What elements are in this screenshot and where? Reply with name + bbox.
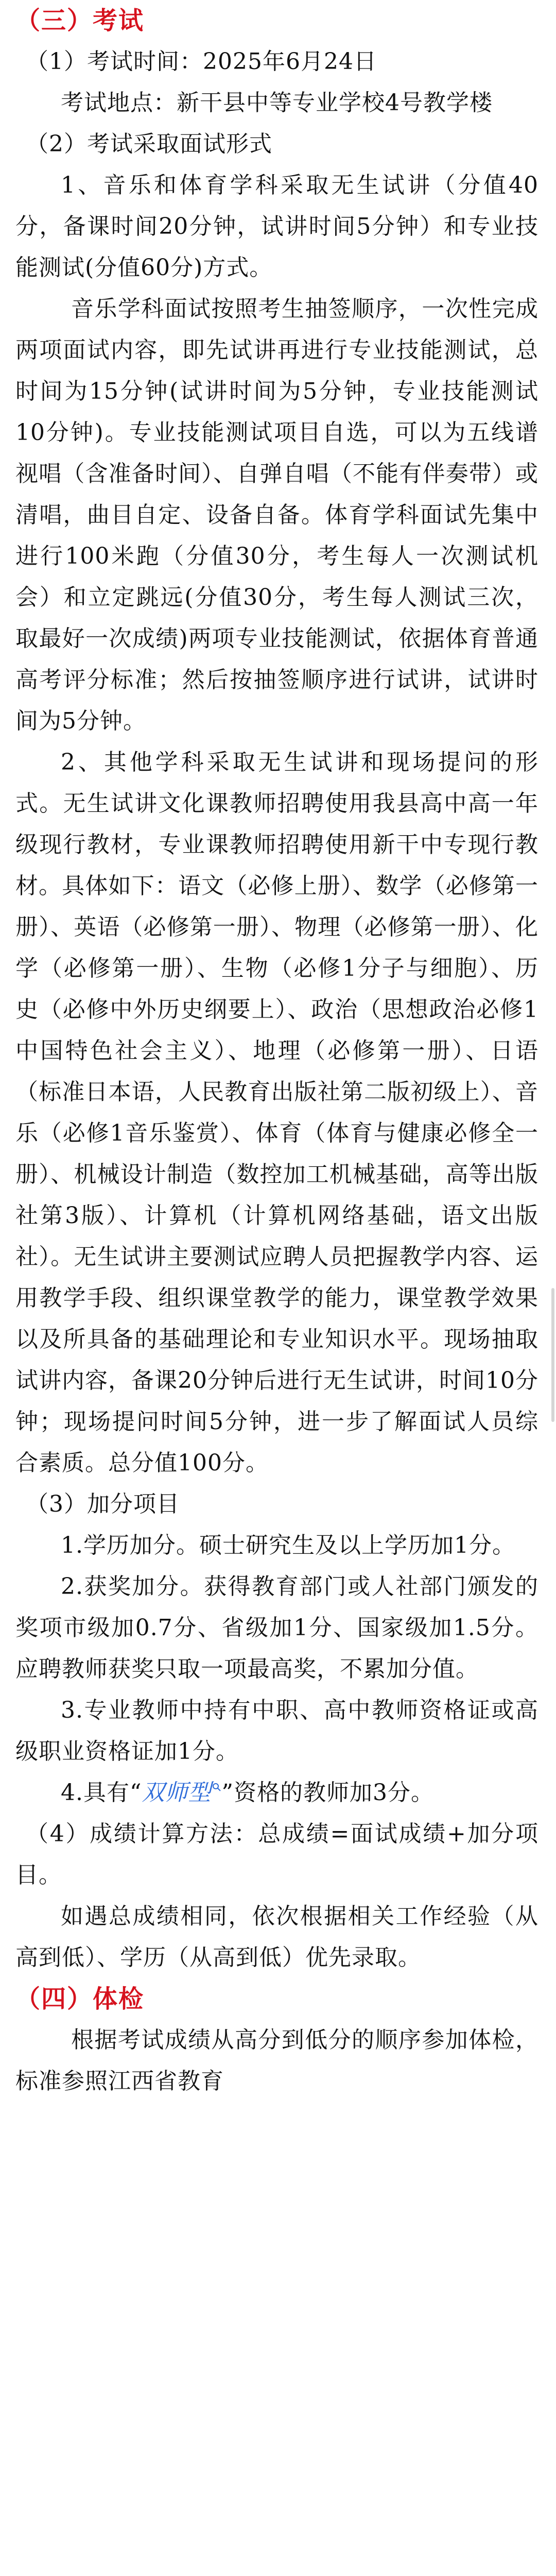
bonus-award: 2.获奖加分。获得教育部门或人社部门颁发的奖项市级加0.7分、省级加1分、国家级加1.5分。应聘教师获奖只取一项最高奖，不累加分值。	[15, 1573, 538, 1682]
section-4-heading	[15, 1978, 538, 2020]
dual-teacher-link[interactable]: 双师型	[142, 1780, 212, 1806]
section-3-heading	[15, 0, 538, 41]
exam-form-title: （2）考试采取面试形式	[26, 131, 272, 157]
section-4-title: （四）体检	[15, 1985, 145, 2013]
other-subjects-rule: 2、其他学科采取无生试讲和现场提问的形式。无生试讲文化课教师招聘使用我县高中高一年级现行教材，专业课教师招聘使用新干中专现行教材。具体如下：语文（必修上册）、数学（必修第一册）、英语（必修第一册）、物理（必修第一册）、化学（必修第一册）、生物（必修1分子与细胞）、历史（必修中外历史纲要上）、政治（思想政治必修1中国特色社会主义）、地理（必修第一册）、日语（标准日本语，人民教育出版社第二版初级上）、音乐（必修1音乐鉴赏）、体育（体育与健康必修全一册）、机械设计制造（数控加工机械基础，高等出版社第3版）、计算机（计算机网络基础，语文出版社）。无生试讲主要测试应聘人员把握教学内容、运用教学手段、组织课堂教学的能力，课堂教学效果以及所具备的基础理论和专业知识水平。现场抽取试讲内容，备课20分钟后进行无生试讲，时间10分钟；现场提问时间5分钟，进一步了解面试人员综合素质。总分值100分。	[15, 749, 538, 1476]
bonus-education: 1.学历加分。硕士研究生及以上学历加1分。	[61, 1532, 515, 1558]
bonus-dual-prefix: 4.具有“	[61, 1780, 142, 1806]
scrollbar[interactable]	[551, 1288, 554, 1422]
music-pe-rule: 1、音乐和体育学科采取无生试讲（分值40分，备课时间20分钟，试讲时间5分钟）和专业技能测试(分值60分)方式。	[15, 172, 538, 281]
music-pe-detail: 音乐学科面试按照考生抽签顺序，一次性完成两项面试内容，即先试讲再进行专业技能测试，总时间为15分钟(试讲时间为5分钟，专业技能测试10分钟)。专业技能测试项目自选，可以为五线谱视唱（含准备时间）、自弹自唱（不能有伴奏带）或清唱，曲目自定、设备自备。体育学科面试先集中进行100米跑（分值30分，考生每人一次测试机会）和立定跳远(分值30分，考生每人测试三次，取最好一次成绩)两项专业技能测试，依据体育普通高考评分标准；然后按抽签顺序进行试讲，试讲时间为5分钟。	[15, 296, 538, 734]
exam-time: （1）考试时间：2025年6月24日	[26, 48, 377, 75]
tie-breaker: 如遇总成绩相同，依次根据相关工作经验（从高到低）、学历（从高到低）优先录取。	[15, 1903, 538, 1971]
search-icon[interactable]	[212, 1783, 221, 1792]
exam-place: 考试地点：新干县中等专业学校4号教学楼	[61, 90, 493, 116]
score-calculation: （4）成绩计算方法：总成绩=面试成绩+加分项目。	[15, 1821, 538, 1888]
bonus-certificate: 3.专业教师中持有中职、高中教师资格证或高级职业资格证加1分。	[15, 1697, 538, 1765]
bonus-dual-teacher	[15, 1772, 538, 1814]
section-3-title: （三）考试	[15, 6, 145, 35]
bonus-dual-suffix: ”资格的教师加3分。	[221, 1780, 434, 1806]
bonus-title: （3）加分项目	[26, 1491, 180, 1517]
physical-exam-text: 根据考试成绩从高分到低分的顺序参加体检，标准参照江西省教育	[15, 2027, 538, 2094]
